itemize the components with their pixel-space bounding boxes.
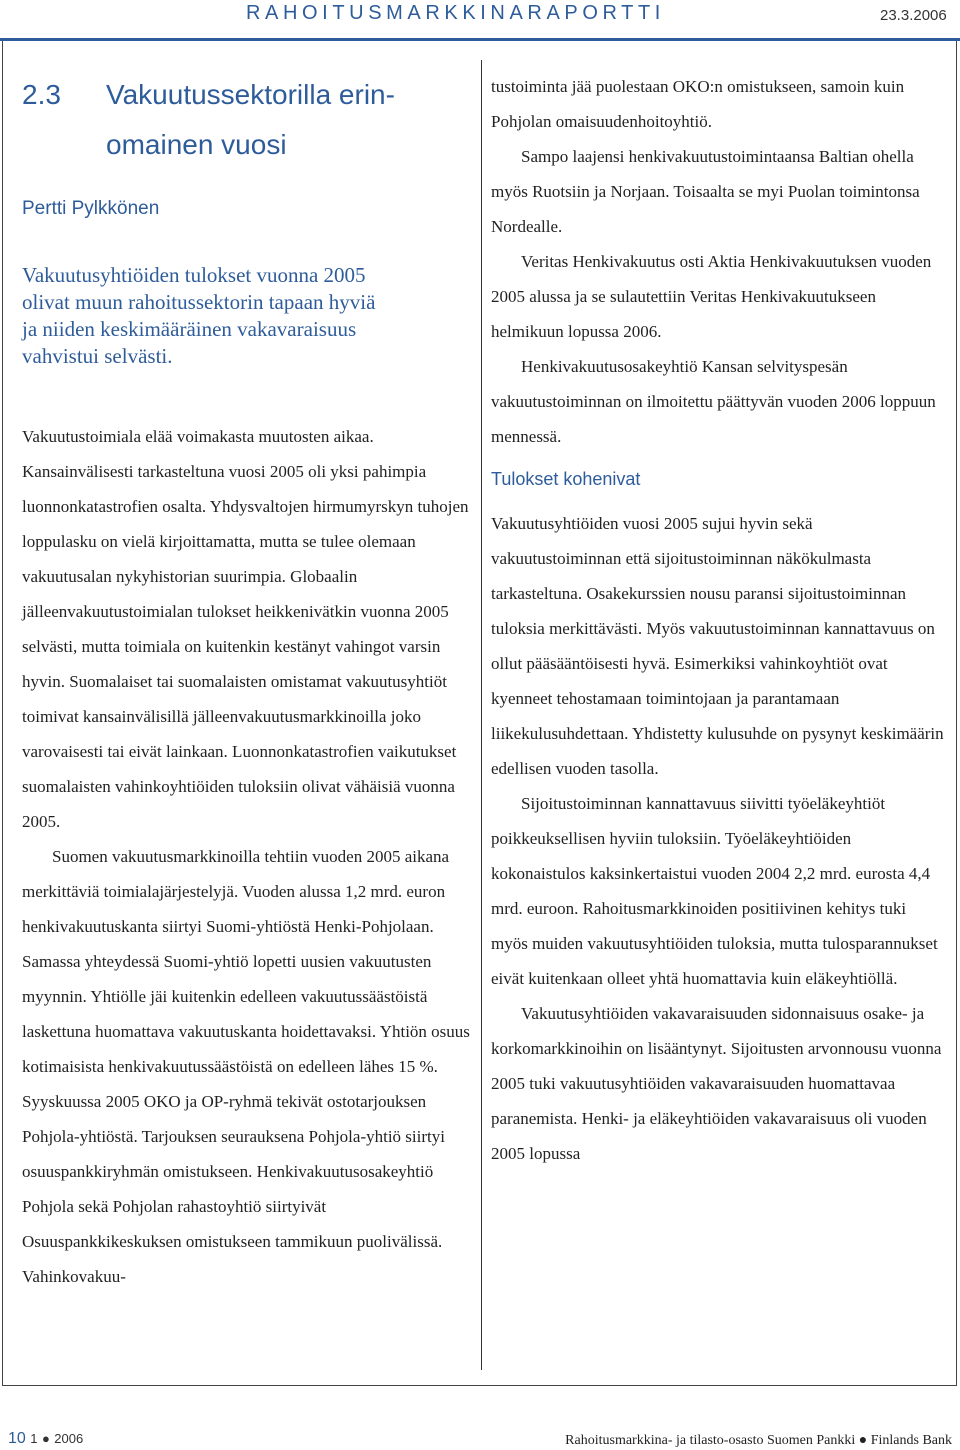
report-date: 23.3.2006 [880, 7, 947, 24]
bullet-icon: ● [41, 1431, 50, 1446]
section-title-line1: Vakuutussektorilla erin- [106, 79, 395, 110]
frame-bottom [2, 1385, 957, 1386]
section-title-line2: omainen vuosi [106, 129, 287, 160]
body-paragraph: Vakuutusyhtiöiden vakavaraisuuden sidonnaisuus osake- ja korkomarkkinoihin on lisääntynyt. Sijoitusten arvonnousu vuonna 2005 tuki vakuutusyhtiöiden vakavaraisuuden huomattavaa paranemista. Henki- ja eläkeyhtiöiden vakavaraisuus oli vuoden 2005 lopussa [491, 1004, 942, 1163]
right-column [491, 69, 946, 1171]
publisher-name: Rahoitusmarkkina- ja tilasto-osasto Suomen Pankki [565, 1433, 856, 1448]
section-title [22, 70, 472, 170]
body-paragraph: Henkivakuutusosakeyhtiö Kansan selvityspesän vakuutustoiminnan on ilmoitettu päättyvän vuoden 2006 loppuun mennessä. [491, 357, 936, 446]
footer-page [8, 1430, 83, 1448]
header-rule [0, 38, 960, 41]
bank-name-sv: Finlands Bank [870, 1433, 952, 1448]
body-paragraph: Suomen vakuutusmarkkinoilla tehtiin vuoden 2005 aikana merkittäviä toimialajärjestelyjä. Vuoden alussa 1,2 mrd. euron henkivakuutuskanta siirtyi Suomi-yhtiöstä Henki-Pohjolaan. Samassa yhteydessä Suomi-yhtiö lopetti uusien vakuutusten myynnin. Yhtiölle jäi kuitenkin edelleen vakuutussäästöistä laskettuna huomattava vakuutuskanta hoidettavaksi. Yhtiön osuus kotimaisista henkivakuutussäästöistä on edelleen lähes 15 %. Syyskuussa 2005 OKO ja OP-ryhmä tekivät ostotarjouksen Pohjola-yhtiöstä. Tarjouksen seurauksena Pohjola-yhtiö siirtyi osuuspankkiryhmän omistukseen. Henkivakuutusosakeyhtiö Pohjola sekä Pohjolan rahastoyhtiö siirtyivät Osuuspankkikeskuksen omistukseen tammikuun puolivälissä. Vahinkovakuu- [22, 847, 470, 1286]
column-divider [481, 60, 482, 1370]
lead-line: vahvistui selvästi. [22, 344, 173, 368]
issue-number: 1 [30, 1431, 38, 1446]
frame-left [2, 41, 3, 1385]
left-column [22, 419, 474, 1294]
lead-line: Vakuutusyhtiöiden tulokset vuonna 2005 [22, 263, 366, 287]
bullet-icon: ● [858, 1433, 868, 1448]
report-title: RAHOITUSMARKKINARAPORTTI [246, 2, 665, 24]
author: Pertti Pylkkönen [22, 198, 160, 219]
body-paragraph: Vakuutusyhtiöiden vuosi 2005 sujui hyvin sekä vakuutustoiminnan että sijoitustoiminnan näkökulmasta tarkasteltuna. Osakekurssien nousu paransi sijoitustoiminnan tuloksia merkittävästi. Myös vakuutustoiminnan kannattavuus on ollut pääsääntöisesti hyvä. Esimerkiksi vahinkoyhtiöt ovat kyenneet tehostamaan toimintojaan ja parantamaan liikekulusuhdettaan. Yhdistetty kulusuhde on pysynyt keskimäärin edellisen vuoden tasolla. [491, 514, 944, 778]
frame-right [956, 41, 957, 1385]
body-paragraph: Vakuutustoimiala elää voimakasta muutosten aikaa. Kansainvälisesti tarkasteltuna vuosi 2005 oli yksi pahimpia luonnonkatastrofien osalta. Yhdysvaltojen hirmumyrskyn tuhojen loppulasku on vielä kirjoittamatta, mutta se tulee olemaan vakuutusalan nykyhistorian suurimpia. Globaalin jälleenvakuutustoimialan tulokset heikkenivätkin vuonna 2005 selvästi, mutta toimiala on kuitenkin kestänyt vahingot varsin hyvin. Suomalaiset tai suomalaisten omistamat vakuutusyhtiöt toimivat kansainvälisillä jälleenvakuutusmarkkinoilla joko varovaisesti tai eivät lainkaan. Luonnonkatastrofien vaikutukset suomalaisten vahinkoyhtiöiden tuloksiin olivat vähäisiä vuonna 2005. [22, 427, 469, 831]
lead-paragraph [22, 262, 472, 370]
page-number: 10 [8, 1430, 26, 1447]
body-paragraph: tustoiminta jää puolestaan OKO:n omistukseen, samoin kuin Pohjolan omaisuudenhoitoyhtiö. [491, 77, 905, 131]
section-number: 2.3 [22, 79, 61, 110]
footer-publisher [565, 1433, 952, 1449]
body-paragraph: Sampo laajensi henkivakuutustoimintaansa Baltian ohella myös Ruotsiin ja Norjaan. Toisaalta se myi Puolan toimintonsa Nordealle. [491, 147, 920, 236]
body-paragraph: Veritas Henkivakuutus osti Aktia Henkivakuutuksen vuoden 2005 alussa ja se sulautettiin Veritas Henkivakuutukseen helmikuun lopussa 2006. [491, 252, 932, 341]
lead-line: ja niiden keskimääräinen vakavaraisuus [22, 317, 357, 341]
body-paragraph: Sijoitustoiminnan kannattavuus siivitti työeläkeyhtiöt poikkeuksellisen hyviin tuloksiin. Työeläkeyhtiöiden kokonaistulos kaksinkertaistui vuoden 2004 2,2 mrd. eurosta 4,4 mrd. euroon. Rahoitusmarkkinoiden positiivinen kehitys tuki myös muiden vakuutusyhtiöiden tuloksia, mutta tulosparannukset eivät kuitenkaan olleet yhtä huomattavia kuin eläkeyhtiöllä. [491, 794, 938, 988]
issue-year: 2006 [54, 1431, 84, 1446]
subheading: Tulokset kohenivat [491, 469, 641, 489]
lead-line: olivat muun rahoitussektorin tapaan hyviä [22, 290, 376, 314]
